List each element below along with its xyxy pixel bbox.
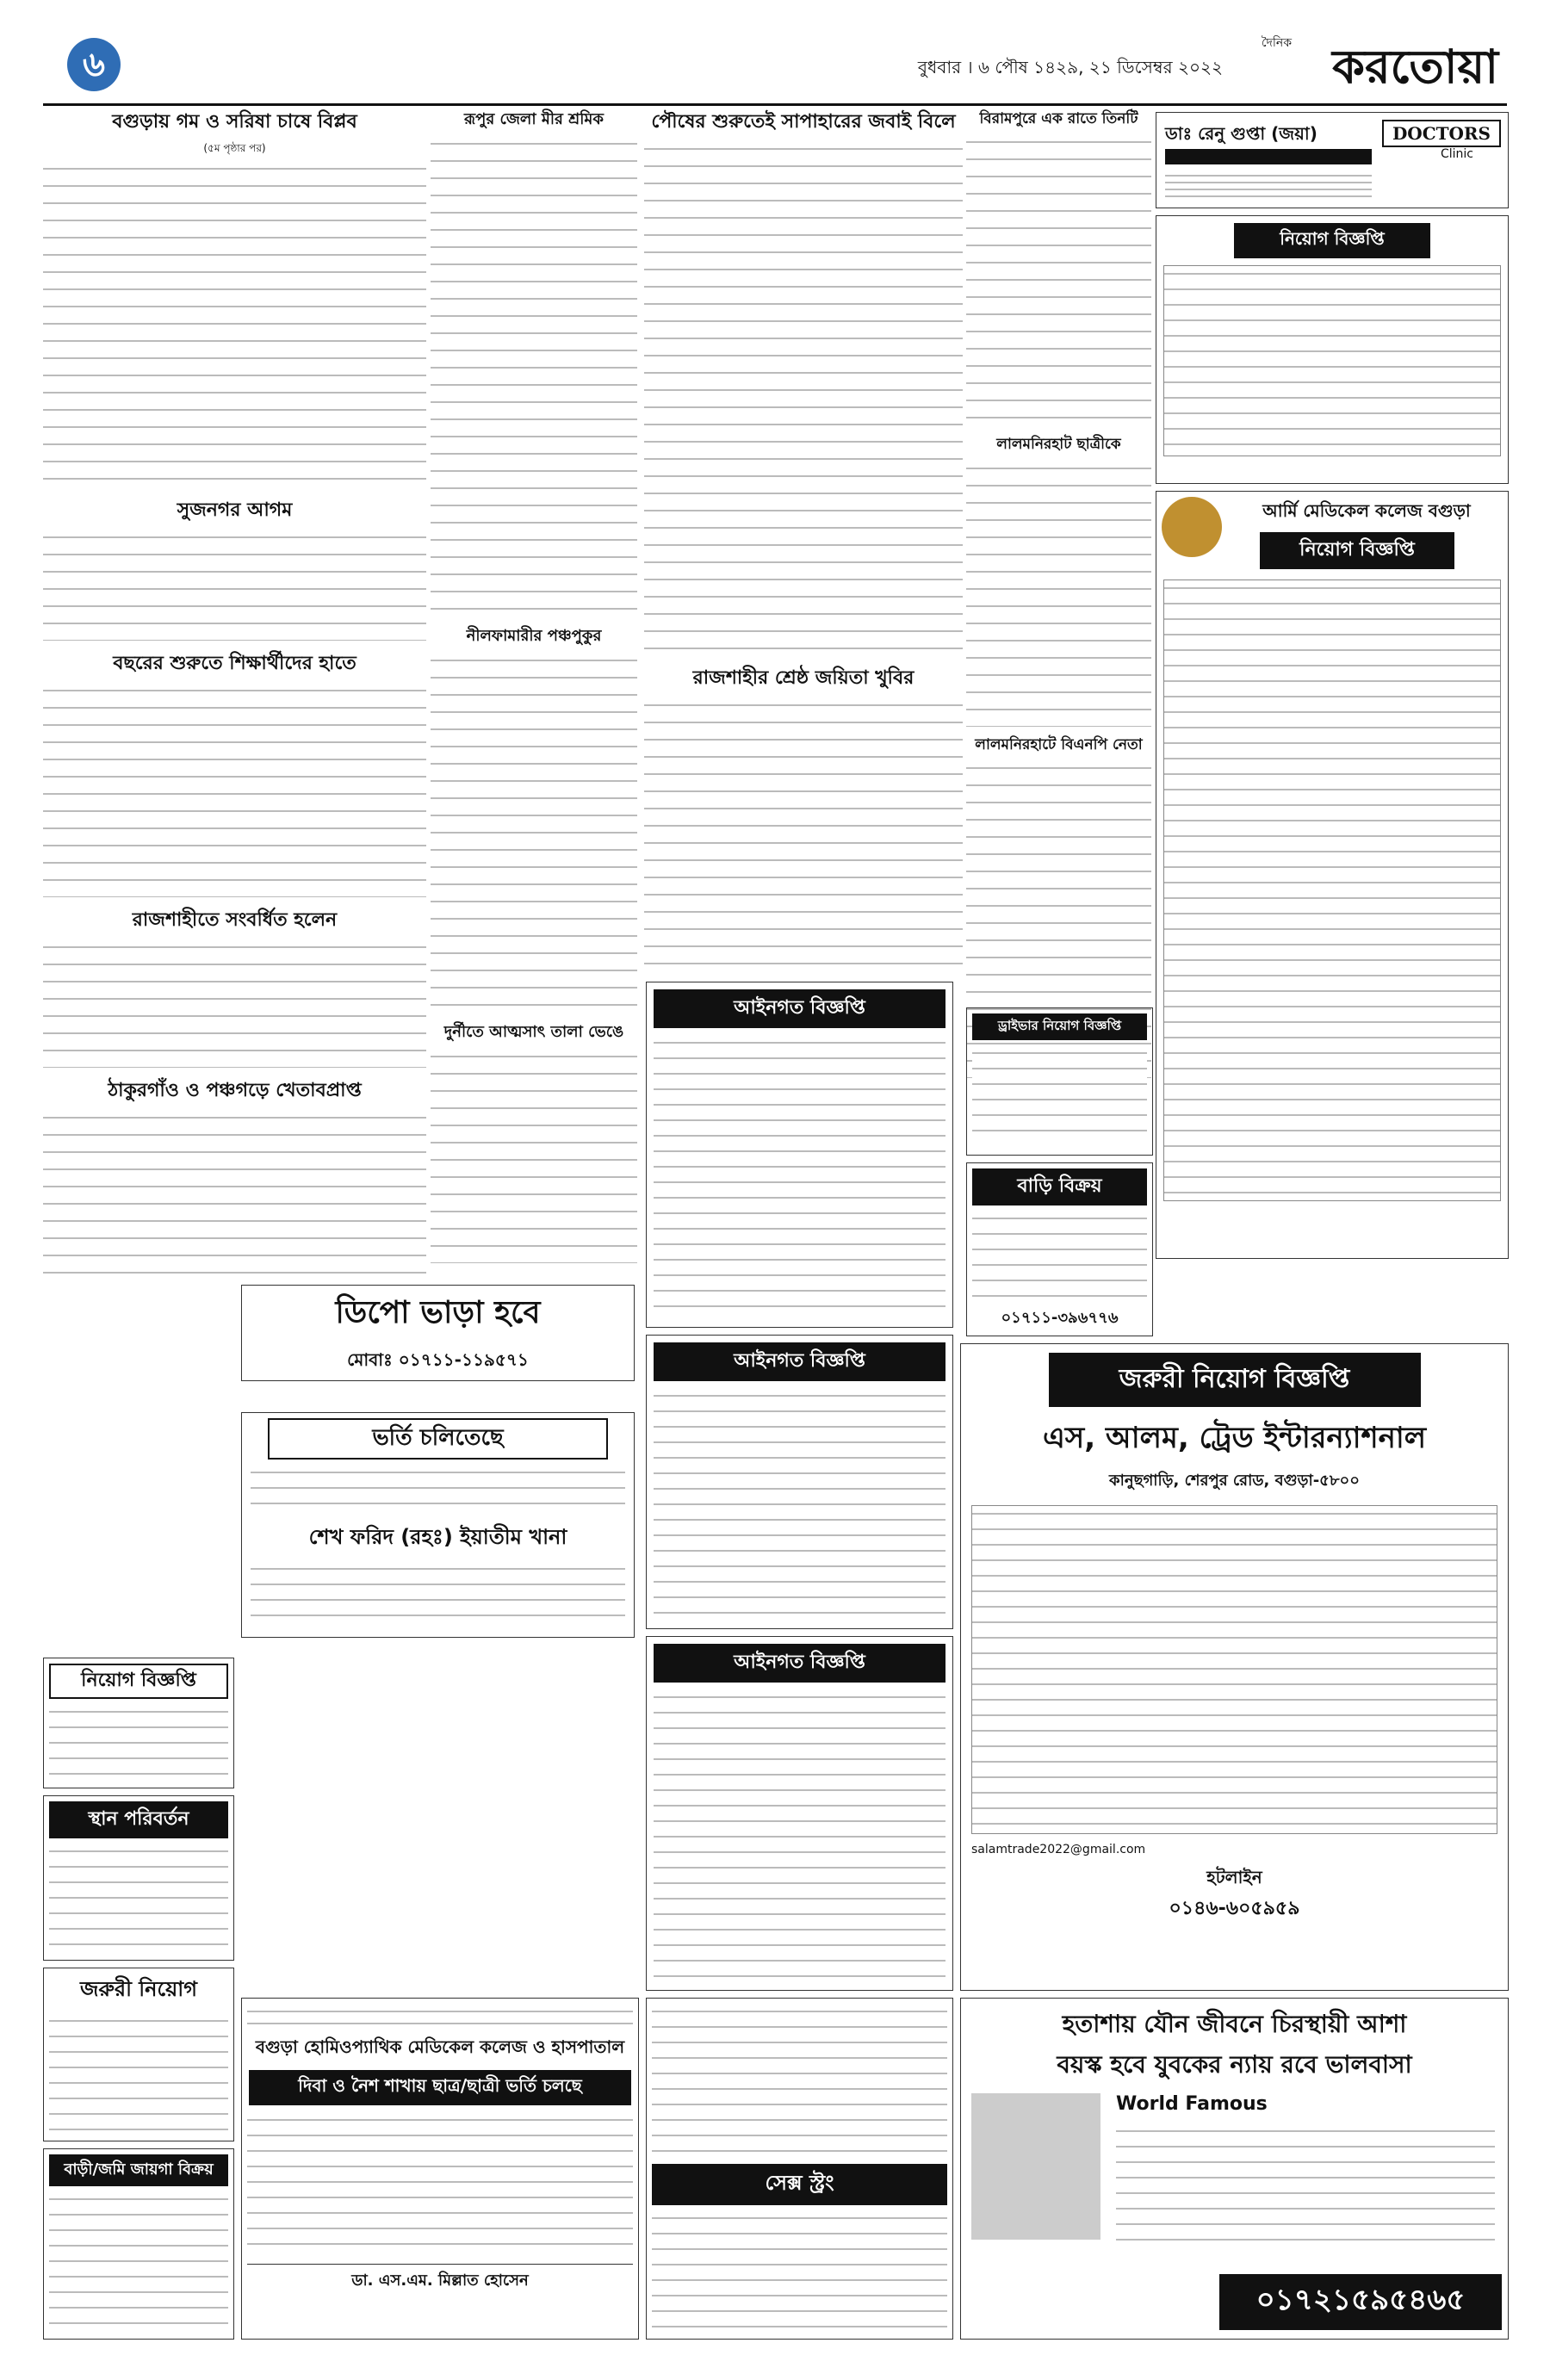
company-address: কানুছগাড়ি, শেরপুর রোড, বগুড়া-৫৮০০ [1109,1472,1360,1490]
homeo-college-ad [241,1998,639,2340]
doctors-label: DOCTORS [1382,120,1501,147]
urgent-job-ad [960,1343,1509,1991]
ad-subtitle: নিয়োগ বিজ্ঞপ্তি [1260,532,1454,569]
article-title: নীলফামারীর পঞ্চপুকুর [466,626,602,645]
hotline-number: ০১৪৬-৬০৫৯৫৯ [1169,1898,1300,1919]
article-body [43,682,426,897]
article-body [966,133,1151,426]
doctor-name: ডাঃ রেনু গুপ্তা (জয়া) [1165,123,1318,144]
ad-title: ভর্তি চলিতেছে [268,1418,608,1460]
ad-title: আইনগত বিজ্ঞপ্তি [654,1342,946,1381]
clinic-label: Clinic [1440,147,1473,161]
ad-title: নিয়োগ বিজ্ঞপ্তি [49,1664,228,1699]
article-body [644,140,963,657]
health-ad [960,1998,1509,2340]
article-body [43,939,426,1068]
article-continued: (৫ম পৃষ্ঠার পর) [203,142,266,155]
relocation-ad [43,1795,234,1961]
ad-title: ডিপো ভাড়া হবে [335,1295,541,1330]
ad-header [247,2004,633,2030]
admission-line: দিবা ও নৈশ শাখায় ছাত্র/ছাত্রী ভর্তি চলছে [249,2070,631,2105]
ad-title: সেক্স স্ট্রং [652,2164,947,2205]
ad-body [654,1388,946,1621]
ad-title: হতাশায় যৌন জীবনে চিরস্থায়ী আশা [1062,2010,1407,2038]
article-title: দুর্নীতে আত্মসাৎ তালা ভেঙে [443,1022,624,1041]
job-ad-1 [1156,215,1509,484]
article-title: রাজশাহীতে সংবর্ধিত হলেন [132,908,338,931]
land-sale-ad [43,2148,234,2340]
article-title: লালমনিরহাটে বিএনপি নেতা [975,735,1143,753]
article-title: বিরামপুরে এক রাতে তিনটি [979,110,1138,127]
ad-title: আইনগত বিজ্ঞপ্তি [654,1644,946,1683]
ad-body [251,1561,625,1630]
admission-ad [241,1412,635,1638]
institution-name: শেখ ফরিদ (রহঃ) ইয়াতীম খানা [308,1525,567,1549]
article-body [43,1109,426,1279]
column-1 [43,108,426,1279]
small-job-ad [43,1658,234,1788]
article-body [431,1048,637,1263]
company-name: এস, আলম, ট্রেড ইন্টারন্যাশনাল [1042,1421,1427,1455]
specialty-bar [1165,149,1372,164]
ad-body [1116,2123,1495,2244]
ad-body [652,2210,947,2340]
ad-title: স্থান পরিবর্তন [49,1801,228,1838]
urgent-small-ad [43,1968,234,2141]
article-body [431,135,637,617]
legal-notice-2 [646,1335,953,1629]
paper-tagline: দৈনিক [1261,36,1292,50]
ad-title: জরুরী নিয়োগ বিজ্ঞপ্তি [1049,1353,1421,1407]
ad-table [971,1505,1497,1834]
ad-title: বাড়ি বিক্রয় [972,1168,1147,1205]
world-famous: World Famous [1116,2093,1268,2115]
article-body [43,160,426,487]
legal-notice-1 [646,982,953,1328]
clinic-small-ads [646,1998,953,2340]
depot-rent-ad [241,1285,635,1381]
army-medical-ad [1156,491,1509,1259]
ad-title: আইনগত বিজ্ঞপ্তি [654,989,946,1028]
ad-body [49,1844,228,1955]
article-body [431,652,637,1013]
legal-notice-3 [646,1636,953,1991]
ad-body [972,1211,1147,1305]
ad-body [251,1465,625,1516]
ad-table [1163,265,1501,456]
phone: মোবাঃ ০১৭১১-১১৯৫৭১ [347,1349,529,1370]
article-title: লালমনিরহাট ছাত্রীকে [996,436,1121,454]
email: salamtrade2022@gmail.com [971,1843,1146,1856]
ad-body [972,1045,1147,1140]
ad-subtitle: বয়স্ক হবে যুবকের ন্যায় রবে ভালবাসা [1057,2050,1412,2079]
article-body [43,529,426,641]
paper-name: করতোয়া [1332,39,1498,94]
ad-body [49,2013,228,2134]
phone: ০১৭১১-৩৯৬৭৭৬ [1001,1309,1119,1327]
article-title: রূপুর জেলা মীর শ্রমিক [464,110,604,128]
ad-title: ড্রাইভার নিয়োগ বিজ্ঞপ্তি [972,1013,1147,1040]
doctor-details [1165,170,1372,201]
article-title: বছরের শুরুতে শিক্ষার্থীদের হাতে [113,652,356,674]
ad-title: জরুরী নিয়োগ [80,1977,197,2001]
article-title: সুজনগর আগম [177,499,293,521]
ad-title: নিয়োগ বিজ্ঞপ্তি [1234,223,1430,258]
college-name: বগুড়া হোমিওপ্যাথিক মেডিকেল কলেজ ও হাসপাতাল [255,2036,625,2057]
article-body [644,697,963,977]
ad-body [49,2191,228,2329]
house-sale-ad [966,1162,1153,1336]
article-title: ঠাকুরগাঁও ও পঞ্চগড়ে খেতাবপ্রাপ্ত [108,1079,362,1101]
article-title: বগুড়ায় গম ও সরিষা চাষে বিপ্লব [112,111,357,133]
contact-name: ডা. এস.এম. মিল্লাত হোসেন [247,2264,633,2295]
page-number-badge: ৬ [67,38,121,91]
ad-body [49,1704,228,1782]
ad-body [247,2112,633,2259]
article-title: পৌষের শুরুতেই সাপাহারের জবাই বিলে [651,111,956,133]
ad-title: আর্মি মেডিকেল কলেজ বগুড়া [1262,500,1471,521]
date-line: বুধবার । ৬ পৌষ ১৪২৯, ২১ ডিসেম্বর ২০২২ [917,57,1223,77]
doctor-ad [1156,112,1509,208]
column-3 [644,108,963,977]
ad-body [652,2004,947,2159]
emblem-icon [1162,497,1222,557]
ad-title: বাড়ী/জমি জায়গা বিক্রয় [49,2154,228,2186]
driver-ad [966,1007,1153,1156]
column-2 [431,108,637,1279]
ad-body [654,1689,946,1982]
doctor-photo [971,2093,1100,2240]
phone: ০১৭২১৫৯৫৪৬৫ [1219,2274,1502,2330]
hotline-label: হটলাইন [1206,1867,1262,1887]
ad-body [1163,580,1501,1201]
article-body [966,460,1151,727]
article-title: রাজশাহীর শ্রেষ্ঠ জয়িতা খুবির [692,667,914,690]
ad-body [654,1035,946,1319]
masthead [43,26,1507,106]
